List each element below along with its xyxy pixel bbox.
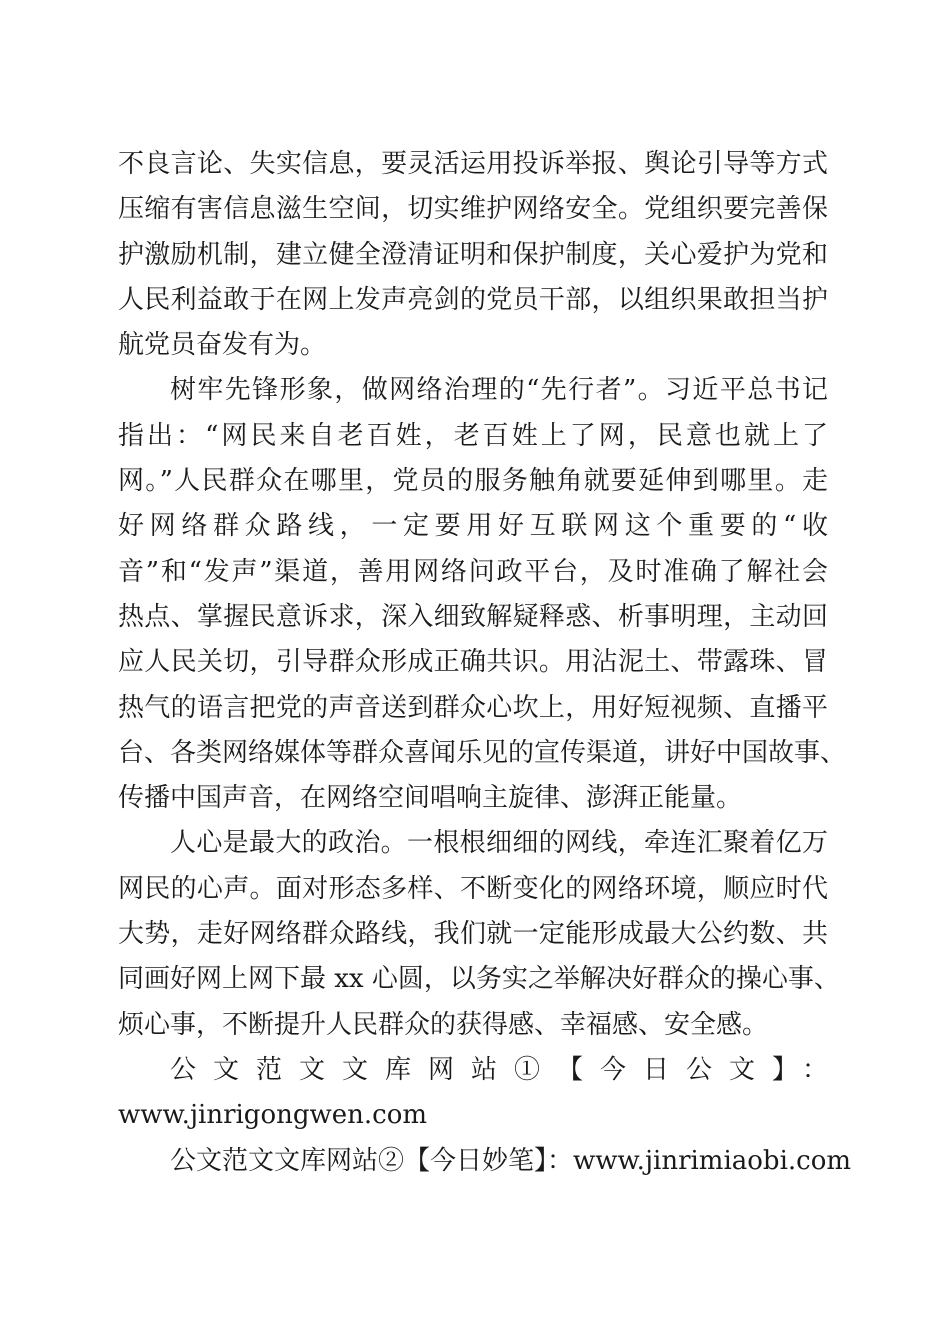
paragraph-line: 热气的语言把党的声音送到群众心坎上，用好短视频、直播平 — [118, 692, 828, 723]
paragraph-line: 热点、掌握民意诉求，深入细致解疑释惑、析事明理，主动回 — [118, 601, 828, 632]
paragraph-line: 同画好网上网下最 xx 心圆，以务实之举解决好群众的操心事、 — [118, 964, 840, 995]
paragraph-line: 指出：“网民来自老百姓，老百姓上了网，民意也就上了 — [118, 420, 828, 451]
paragraph-line: 音”和“发声”渠道，善用网络问政平台，及时准确了解社会 — [118, 556, 828, 587]
site-link-url[interactable]: www.jinrigongwen.com — [118, 1100, 428, 1131]
document-page — [118, 142, 852, 1184]
paragraph-line: 好网络群众路线，一定要用好互联网这个重要的“收 — [118, 511, 828, 542]
paragraph-line: 传播中国声音，在网络空间唱响主旋律、澎湃正能量。 — [118, 783, 743, 814]
paragraph-line: 不良言论、失实信息，要灵活运用投诉举报、舆论引导等方式 — [118, 149, 828, 179]
paragraph-line: 压缩有害信息滋生空间，切实维护网络安全。党组织要完善保 — [118, 194, 828, 225]
paragraph-line: 大势，走好网络群众路线，我们就一定能形成最大公约数、共 — [118, 919, 828, 950]
paragraph-line: 烦心事，不断提升人民群众的获得感、幸福感、安全感。 — [118, 1009, 769, 1040]
paragraph-3 — [118, 821, 840, 1047]
paragraph-line: 航党员奋发有为。 — [118, 330, 327, 361]
site-link-2 — [118, 1139, 852, 1184]
paragraph-line: 护激励机制，建立健全澄清证明和保护制度，关心爱护为党和 — [118, 239, 828, 270]
site-link-line[interactable]: 公文范文文库网站②【今日妙笔】：www.jinrimiaobi.com — [170, 1145, 852, 1176]
paragraph-line: 网。”人民群众在哪里，党员的服务触角就要延伸到哪里。走 — [118, 466, 828, 497]
paragraph-line: 网民的心声。面对形态多样、不断变化的网络环境，顺应时代 — [118, 873, 828, 904]
paragraph-2 — [118, 368, 847, 821]
paragraph-1 — [118, 142, 828, 368]
site-link-label: 公文范文文库网站①【今日公文】： — [170, 1054, 828, 1085]
paragraph-line: 台、各类网络媒体等群众喜闻乐见的宣传渠道，讲好中国故事、 — [118, 737, 847, 768]
paragraph-line: 应人民关切，引导群众形成正确共识。用沾泥土、带露珠、冒 — [118, 647, 828, 678]
paragraph-line: 树牢先锋形象，做网络治理的“先行者”。习近平总书记 — [170, 375, 828, 406]
site-link-1 — [118, 1048, 828, 1139]
paragraph-line: 人心是最大的政治。一根根细细的网线，牵连汇聚着亿万 — [170, 828, 828, 859]
paragraph-line: 人民利益敢于在网上发声亮剑的党员干部，以组织果敢担当护 — [118, 284, 828, 315]
